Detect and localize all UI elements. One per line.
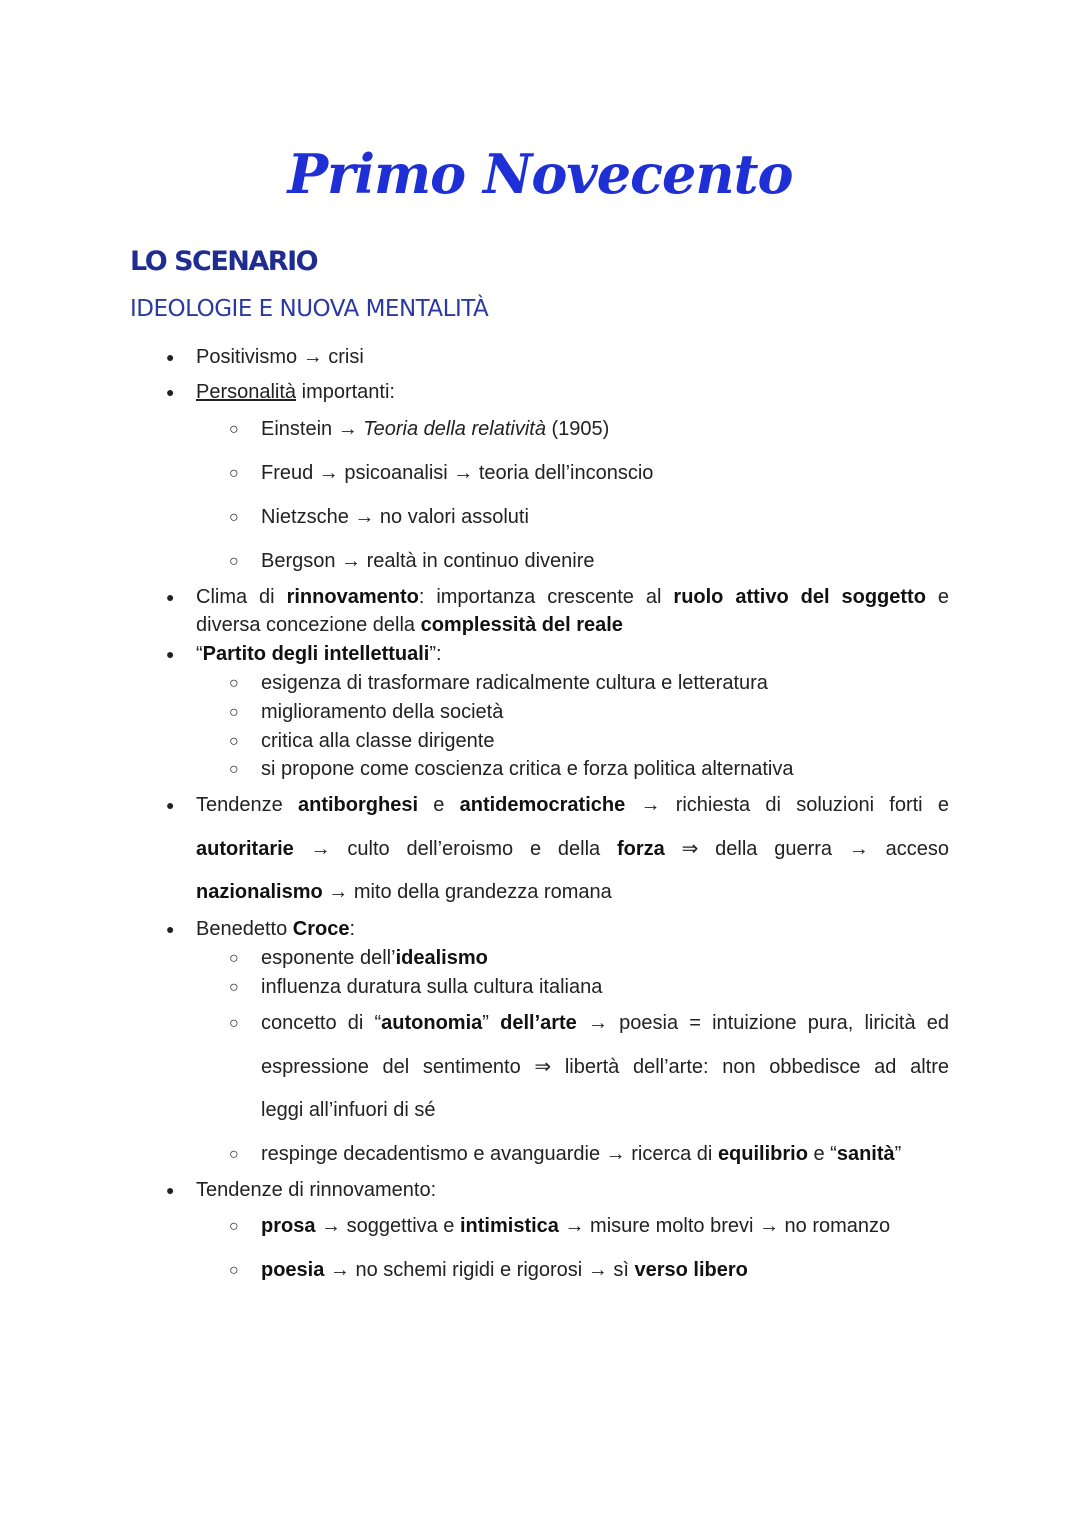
sub-list-item-continuation: leggi all’infuori di sé <box>261 1099 436 1121</box>
list-item-continuation <box>196 878 612 907</box>
list-item <box>196 583 949 612</box>
bold-term: antiborghesi <box>297 794 418 816</box>
sub-list-item <box>261 1212 890 1241</box>
circle-bullet: ○ <box>229 1262 239 1279</box>
sub-list-item <box>261 415 609 444</box>
sub-item-text: → soggettiva e <box>315 1215 460 1237</box>
bold-term: Partito degli intellettuali <box>202 643 430 665</box>
section-heading: LO SCENARIO <box>130 246 318 277</box>
sub-list-item: influenza duratura sulla cultura italiana <box>261 976 603 998</box>
circle-bullet: ○ <box>229 553 239 570</box>
list-item-text: : <box>349 918 356 940</box>
list-item-text: Benedetto <box>196 918 293 940</box>
list-item-text: → culto dell’eroismo e della <box>293 838 617 860</box>
bold-term: prosa <box>261 1215 316 1237</box>
bold-term: antidemocratiche <box>459 794 626 816</box>
circle-bullet: ○ <box>229 421 239 438</box>
bold-term: equilibrio <box>717 1143 808 1165</box>
sub-item-text: → no schemi rigidi e rigorosi → sì <box>324 1259 635 1281</box>
sub-list-item <box>261 944 488 973</box>
circle-bullet: ○ <box>229 1218 239 1235</box>
bold-term: dell’arte <box>500 1012 577 1034</box>
sub-list-item: Nietzsche → no valori assoluti <box>261 506 529 528</box>
circle-bullet: ○ <box>229 1015 239 1032</box>
list-item-text: → mito della grandezza romana <box>322 881 612 903</box>
list-item-text: diversa concezione della <box>196 614 421 636</box>
bullet-dot: ● <box>166 921 175 937</box>
bullet-dot: ● <box>166 646 175 662</box>
sub-list-item: Bergson → realtà in continuo divenire <box>261 550 595 572</box>
bold-term: forza <box>616 838 665 860</box>
list-item <box>196 640 442 669</box>
list-item-continuation <box>196 611 623 640</box>
bold-term: autoritarie <box>196 838 294 860</box>
list-item <box>196 791 949 820</box>
bullet-dot: ● <box>166 384 175 400</box>
sub-list-item: critica alla classe dirigente <box>261 730 495 752</box>
bullet-dot: ● <box>166 349 175 365</box>
bold-term: poesia <box>261 1259 325 1281</box>
sub-item-text: ” <box>482 1012 501 1034</box>
underlined-term: Personalità <box>196 381 297 403</box>
list-item-text: e <box>925 586 949 608</box>
sub-item-text: concetto di “ <box>261 1012 382 1034</box>
sub-item-text: → misure molto brevi → no romanzo <box>558 1215 891 1237</box>
sub-list-item <box>261 1140 901 1169</box>
list-item <box>196 915 355 944</box>
sub-list-item <box>261 1009 949 1038</box>
sub-item-text: → poesia = intuizione pura, liricità ed <box>576 1012 949 1034</box>
bold-term: sanità <box>836 1143 895 1165</box>
bold-term: Croce <box>292 918 350 940</box>
sub-list-item: si propone come coscienza critica e forza politica alternativa <box>261 758 794 780</box>
sub-item-text: (1905) <box>545 418 610 440</box>
list-item-text: e <box>418 794 460 816</box>
list-item-text: Tendenze <box>196 794 298 816</box>
circle-bullet: ○ <box>229 761 239 778</box>
circle-bullet: ○ <box>229 733 239 750</box>
sub-list-item-continuation: espressione del sentimento ⇒ libertà dell’arte: non obbedisce ad altre <box>261 1056 949 1078</box>
list-item-text: importanti: <box>296 381 395 403</box>
sub-item-text: respinge decadentismo e avanguardie → ricerca di <box>261 1143 718 1165</box>
bold-term: complessità del reale <box>420 614 623 636</box>
bold-term: ruolo attivo del soggetto <box>673 586 926 608</box>
sub-list-item <box>261 1256 748 1285</box>
circle-bullet: ○ <box>229 704 239 721</box>
sub-list-item: esigenza di trasformare radicalmente cultura e letteratura <box>261 672 768 694</box>
sub-item-text: esponente dell’ <box>261 947 396 969</box>
quote-mark: ” <box>894 1143 902 1165</box>
circle-bullet: ○ <box>229 979 239 996</box>
bold-term: autonomia <box>381 1012 483 1034</box>
list-item <box>196 378 395 407</box>
bold-term: verso libero <box>634 1259 748 1281</box>
sub-item-text: Einstein → <box>261 418 364 440</box>
italic-term: Teoria della relatività <box>363 418 546 440</box>
list-item-text: : importanza crescente al <box>418 586 674 608</box>
circle-bullet: ○ <box>229 950 239 967</box>
bold-term: rinnovamento <box>286 586 419 608</box>
circle-bullet: ○ <box>229 509 239 526</box>
bullet-dot: ● <box>166 1182 175 1198</box>
bold-term: nazionalismo <box>196 881 323 903</box>
sub-list-item: Freud → psicoanalisi → teoria dell’inconscio <box>261 462 654 484</box>
list-item-text: → richiesta di soluzioni forti e <box>625 794 949 816</box>
quote-mark: ”: <box>429 643 442 665</box>
subsection-heading: IDEOLOGIE E NUOVA MENTALITÀ <box>130 296 489 322</box>
list-item-text: ⇒ della guerra → acceso <box>664 838 949 860</box>
quote-mark: “ <box>196 643 203 665</box>
circle-bullet: ○ <box>229 465 239 482</box>
circle-bullet: ○ <box>229 1146 239 1163</box>
list-item: Positivismo → crisi <box>196 346 364 368</box>
bold-term: idealismo <box>395 947 488 969</box>
circle-bullet: ○ <box>229 675 239 692</box>
list-item: Tendenze di rinnovamento: <box>196 1179 437 1201</box>
sub-list-item: miglioramento della società <box>261 701 504 723</box>
page-title: Primo Novecento <box>287 142 793 206</box>
bullet-dot: ● <box>166 589 175 605</box>
list-item-text: Clima di <box>196 586 287 608</box>
bullet-dot: ● <box>166 797 175 813</box>
list-item-continuation <box>196 835 949 864</box>
sub-item-text: e “ <box>807 1143 837 1165</box>
bold-term: intimistica <box>460 1215 559 1237</box>
